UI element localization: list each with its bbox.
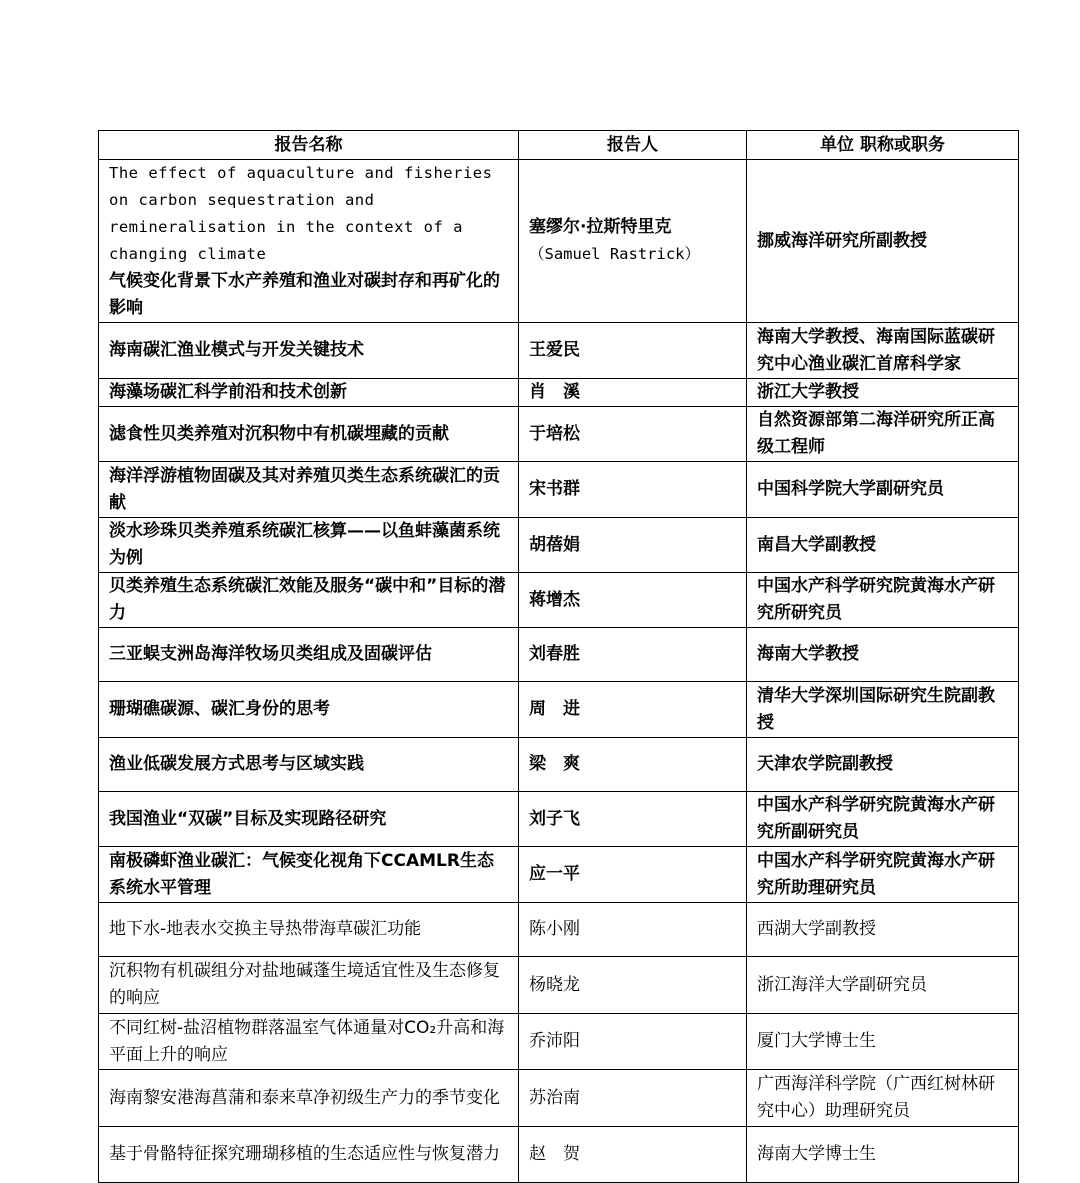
speaker-affiliation: 海南大学教授	[747, 628, 1019, 682]
speaker-name: 梁 爽	[519, 738, 747, 792]
speaker-name: 王爱民	[519, 323, 747, 379]
report-title: 海南碳汇渔业模式与开发关键技术	[99, 323, 519, 379]
report-title: 贝类养殖生态系统碳汇效能及服务“碳中和”目标的潜力	[99, 573, 519, 628]
table-row	[99, 957, 1019, 1014]
speaker-name-zh: 塞缪尔·拉斯特里克	[529, 217, 672, 237]
header-affiliation: 单位 职称或职务	[747, 131, 1019, 160]
speaker-name: 刘子飞	[519, 792, 747, 847]
speaker-affiliation: 海南大学博士生	[747, 1127, 1019, 1183]
report-table	[98, 130, 1019, 1183]
report-title: 三亚蜈支洲岛海洋牧场贝类组成及固碳评估	[99, 628, 519, 682]
table-row	[99, 323, 1019, 379]
report-title-en: The effect of aquaculture and fisheries on carbon sequestration and remineralisation in the context of a changing climate	[109, 164, 493, 263]
table-row	[99, 518, 1019, 573]
speaker-affiliation: 中国水产科学研究院黄海水产研究所副研究员	[747, 792, 1019, 847]
report-title: 珊瑚礁碳源、碳汇身份的思考	[99, 682, 519, 738]
speaker-affiliation: 中国水产科学研究院黄海水产研究所研究员	[747, 573, 1019, 628]
speaker-affiliation: 厦门大学博士生	[747, 1014, 1019, 1070]
affiliation-cell: 挪威海洋研究所副教授	[747, 160, 1019, 323]
report-title-cell	[99, 160, 519, 323]
report-title: 不同红树-盐沼植物群落温室气体通量对CO₂升高和海平面上升的响应	[99, 1014, 519, 1070]
speaker-name: 苏治南	[519, 1070, 747, 1127]
table-row	[99, 738, 1019, 792]
speaker-name: 乔沛阳	[519, 1014, 747, 1070]
speaker-name: 陈小刚	[519, 903, 747, 957]
report-title-zh: 气候变化背景下水产养殖和渔业对碳封存和再矿化的影响	[109, 271, 500, 318]
report-title: 基于骨骼特征探究珊瑚移植的生态适应性与恢复潜力	[99, 1127, 519, 1183]
speaker-name: 杨晓龙	[519, 957, 747, 1014]
speaker-name: 蒋增杰	[519, 573, 747, 628]
speaker-affiliation: 浙江大学教授	[747, 379, 1019, 407]
speaker-affiliation: 西湖大学副教授	[747, 903, 1019, 957]
speaker-name: 胡蓓娟	[519, 518, 747, 573]
speaker-affiliation: 天津农学院副教授	[747, 738, 1019, 792]
table-row	[99, 407, 1019, 462]
speaker-affiliation: 中国科学院大学副研究员	[747, 462, 1019, 518]
speaker-affiliation: 清华大学深圳国际研究生院副教授	[747, 682, 1019, 738]
table-row	[99, 379, 1019, 407]
speaker-affiliation: 海南大学教授、海南国际蓝碳研究中心渔业碳汇首席科学家	[747, 323, 1019, 379]
table-row	[99, 903, 1019, 957]
speaker-name: 赵 贺	[519, 1127, 747, 1183]
report-title: 淡水珍珠贝类养殖系统碳汇核算——以鱼蚌藻菌系统为例	[99, 518, 519, 573]
speaker-affiliation: 自然资源部第二海洋研究所正高级工程师	[747, 407, 1019, 462]
speaker-affiliation: 浙江海洋大学副研究员	[747, 957, 1019, 1014]
report-title: 南极磷虾渔业碳汇：气候变化视角下CCAMLR生态系统水平管理	[99, 847, 519, 903]
report-title: 沉积物有机碳组分对盐地碱蓬生境适宜性及生态修复的响应	[99, 957, 519, 1014]
table-row	[99, 1070, 1019, 1127]
table-row	[99, 1127, 1019, 1183]
table-header-row	[99, 131, 1019, 160]
speaker-name: 周 进	[519, 682, 747, 738]
table-row	[99, 462, 1019, 518]
table-row	[99, 160, 1019, 323]
table-row	[99, 847, 1019, 903]
table-row	[99, 1014, 1019, 1070]
header-speaker: 报告人	[519, 131, 747, 160]
speaker-name: 宋书群	[519, 462, 747, 518]
speaker-name: 应一平	[519, 847, 747, 903]
table-row	[99, 792, 1019, 847]
report-title: 地下水-地表水交换主导热带海草碳汇功能	[99, 903, 519, 957]
table-row	[99, 682, 1019, 738]
header-title: 报告名称	[99, 131, 519, 160]
speaker-affiliation: 广西海洋科学院（广西红树林研究中心）助理研究员	[747, 1070, 1019, 1127]
speaker-name: 于培松	[519, 407, 747, 462]
report-title: 海南黎安港海菖蒲和泰来草净初级生产力的季节变化	[99, 1070, 519, 1127]
speaker-name: 肖 溪	[519, 379, 747, 407]
speaker-affiliation: 南昌大学副教授	[747, 518, 1019, 573]
report-title: 海藻场碳汇科学前沿和技术创新	[99, 379, 519, 407]
table-row	[99, 628, 1019, 682]
speaker-cell	[519, 160, 747, 323]
speaker-name-en: （Samuel Rastrick）	[529, 245, 700, 263]
report-title: 我国渔业“双碳”目标及实现路径研究	[99, 792, 519, 847]
report-title: 海洋浮游植物固碳及其对养殖贝类生态系统碳汇的贡献	[99, 462, 519, 518]
table-row	[99, 573, 1019, 628]
report-title: 滤食性贝类养殖对沉积物中有机碳埋藏的贡献	[99, 407, 519, 462]
speaker-name: 刘春胜	[519, 628, 747, 682]
report-title: 渔业低碳发展方式思考与区域实践	[99, 738, 519, 792]
speaker-affiliation: 中国水产科学研究院黄海水产研究所助理研究员	[747, 847, 1019, 903]
